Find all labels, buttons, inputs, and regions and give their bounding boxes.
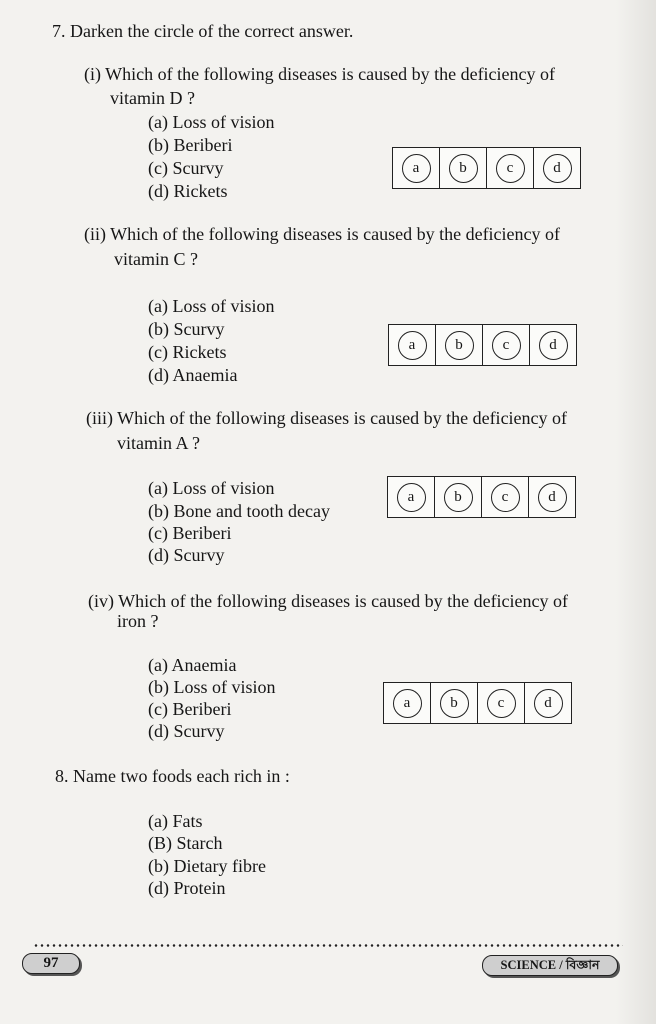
q7-iv-bubble-d[interactable]: d xyxy=(534,689,563,718)
q7-iii-option-c: (c) Beriberi xyxy=(148,523,232,543)
q7-part-i-text: (i) Which of the following diseases is caused by the deficiency of xyxy=(84,64,556,84)
q7-ii-bubble-a[interactable]: a xyxy=(398,331,427,360)
q7-i-option-c: (c) Scurvy xyxy=(148,158,224,178)
q7-ii-bubble-c[interactable]: c xyxy=(492,331,521,360)
q7-ii-option-d: (d) Anaemia xyxy=(148,365,238,385)
q7-iv-option-b: (b) Loss of vision xyxy=(148,677,276,697)
q7-part-ii-text: (ii) Which of the following diseases is caused by the deficiency of xyxy=(84,224,561,244)
q7-i-option-a: (a) Loss of vision xyxy=(148,112,275,132)
question-8-heading: 8. Name two foods each rich in : xyxy=(55,766,290,786)
footer-dotted-rule xyxy=(33,944,623,947)
q7-i-option-b: (b) Beriberi xyxy=(148,135,233,155)
page-edge-shadow xyxy=(616,0,656,1024)
q8-item-fats: (a) Fats xyxy=(148,811,203,831)
question-7-heading: 7. Darken the circle of the correct answer. xyxy=(52,21,354,41)
q7-i-bubble-c[interactable]: c xyxy=(496,154,525,183)
q7-part-iv-text: (iv) Which of the following diseases is caused by the deficiency of xyxy=(88,591,569,611)
q7-i-bubble-d[interactable]: d xyxy=(543,154,572,183)
q7-ii-option-c: (c) Rickets xyxy=(148,342,227,362)
q7-i-answer-box xyxy=(392,147,581,189)
q7-i-option-d: (d) Rickets xyxy=(148,181,228,201)
q7-iv-option-c: (c) Beriberi xyxy=(148,699,232,719)
q7-iv-option-d: (d) Scurvy xyxy=(148,721,225,741)
q7-iii-option-a: (a) Loss of vision xyxy=(148,478,275,498)
q7-part-iii-text: (iii) Which of the following diseases is caused by the deficiency of xyxy=(86,408,568,428)
subject-badge: SCIENCE / বিজ্ঞান xyxy=(482,955,618,976)
q8-item-dietary-fibre: (b) Dietary fibre xyxy=(148,856,266,876)
q7-iii-option-d: (d) Scurvy xyxy=(148,545,225,565)
q7-part-i-text-cont: vitamin D ? xyxy=(110,88,195,108)
q7-ii-option-b: (b) Scurvy xyxy=(148,319,225,339)
q7-iv-answer-box xyxy=(383,682,572,724)
q7-iv-bubble-c[interactable]: c xyxy=(487,689,516,718)
q7-iii-bubble-d[interactable]: d xyxy=(538,483,567,512)
q8-item-starch: (B) Starch xyxy=(148,833,223,853)
q7-ii-option-a: (a) Loss of vision xyxy=(148,296,275,316)
q7-iv-bubble-a[interactable]: a xyxy=(393,689,422,718)
page-number-badge: 97 xyxy=(22,953,80,974)
q7-ii-bubble-d[interactable]: d xyxy=(539,331,568,360)
q7-iii-answer-box xyxy=(387,476,576,518)
q7-ii-bubble-b[interactable]: b xyxy=(445,331,474,360)
q7-iv-option-a: (a) Anaemia xyxy=(148,655,237,675)
q7-iii-option-b: (b) Bone and tooth decay xyxy=(148,501,330,521)
q7-iii-bubble-a[interactable]: a xyxy=(397,483,426,512)
q7-iii-bubble-c[interactable]: c xyxy=(491,483,520,512)
q7-i-bubble-b[interactable]: b xyxy=(449,154,478,183)
q8-item-protein: (d) Protein xyxy=(148,878,226,898)
q7-i-bubble-a[interactable]: a xyxy=(402,154,431,183)
q7-iv-bubble-b[interactable]: b xyxy=(440,689,469,718)
q7-part-iii-text-cont: vitamin A ? xyxy=(117,433,200,453)
q7-part-ii-text-cont: vitamin C ? xyxy=(114,249,198,269)
q7-part-iv-text-cont: iron ? xyxy=(117,611,159,631)
q7-ii-answer-box xyxy=(388,324,577,366)
q7-iii-bubble-b[interactable]: b xyxy=(444,483,473,512)
